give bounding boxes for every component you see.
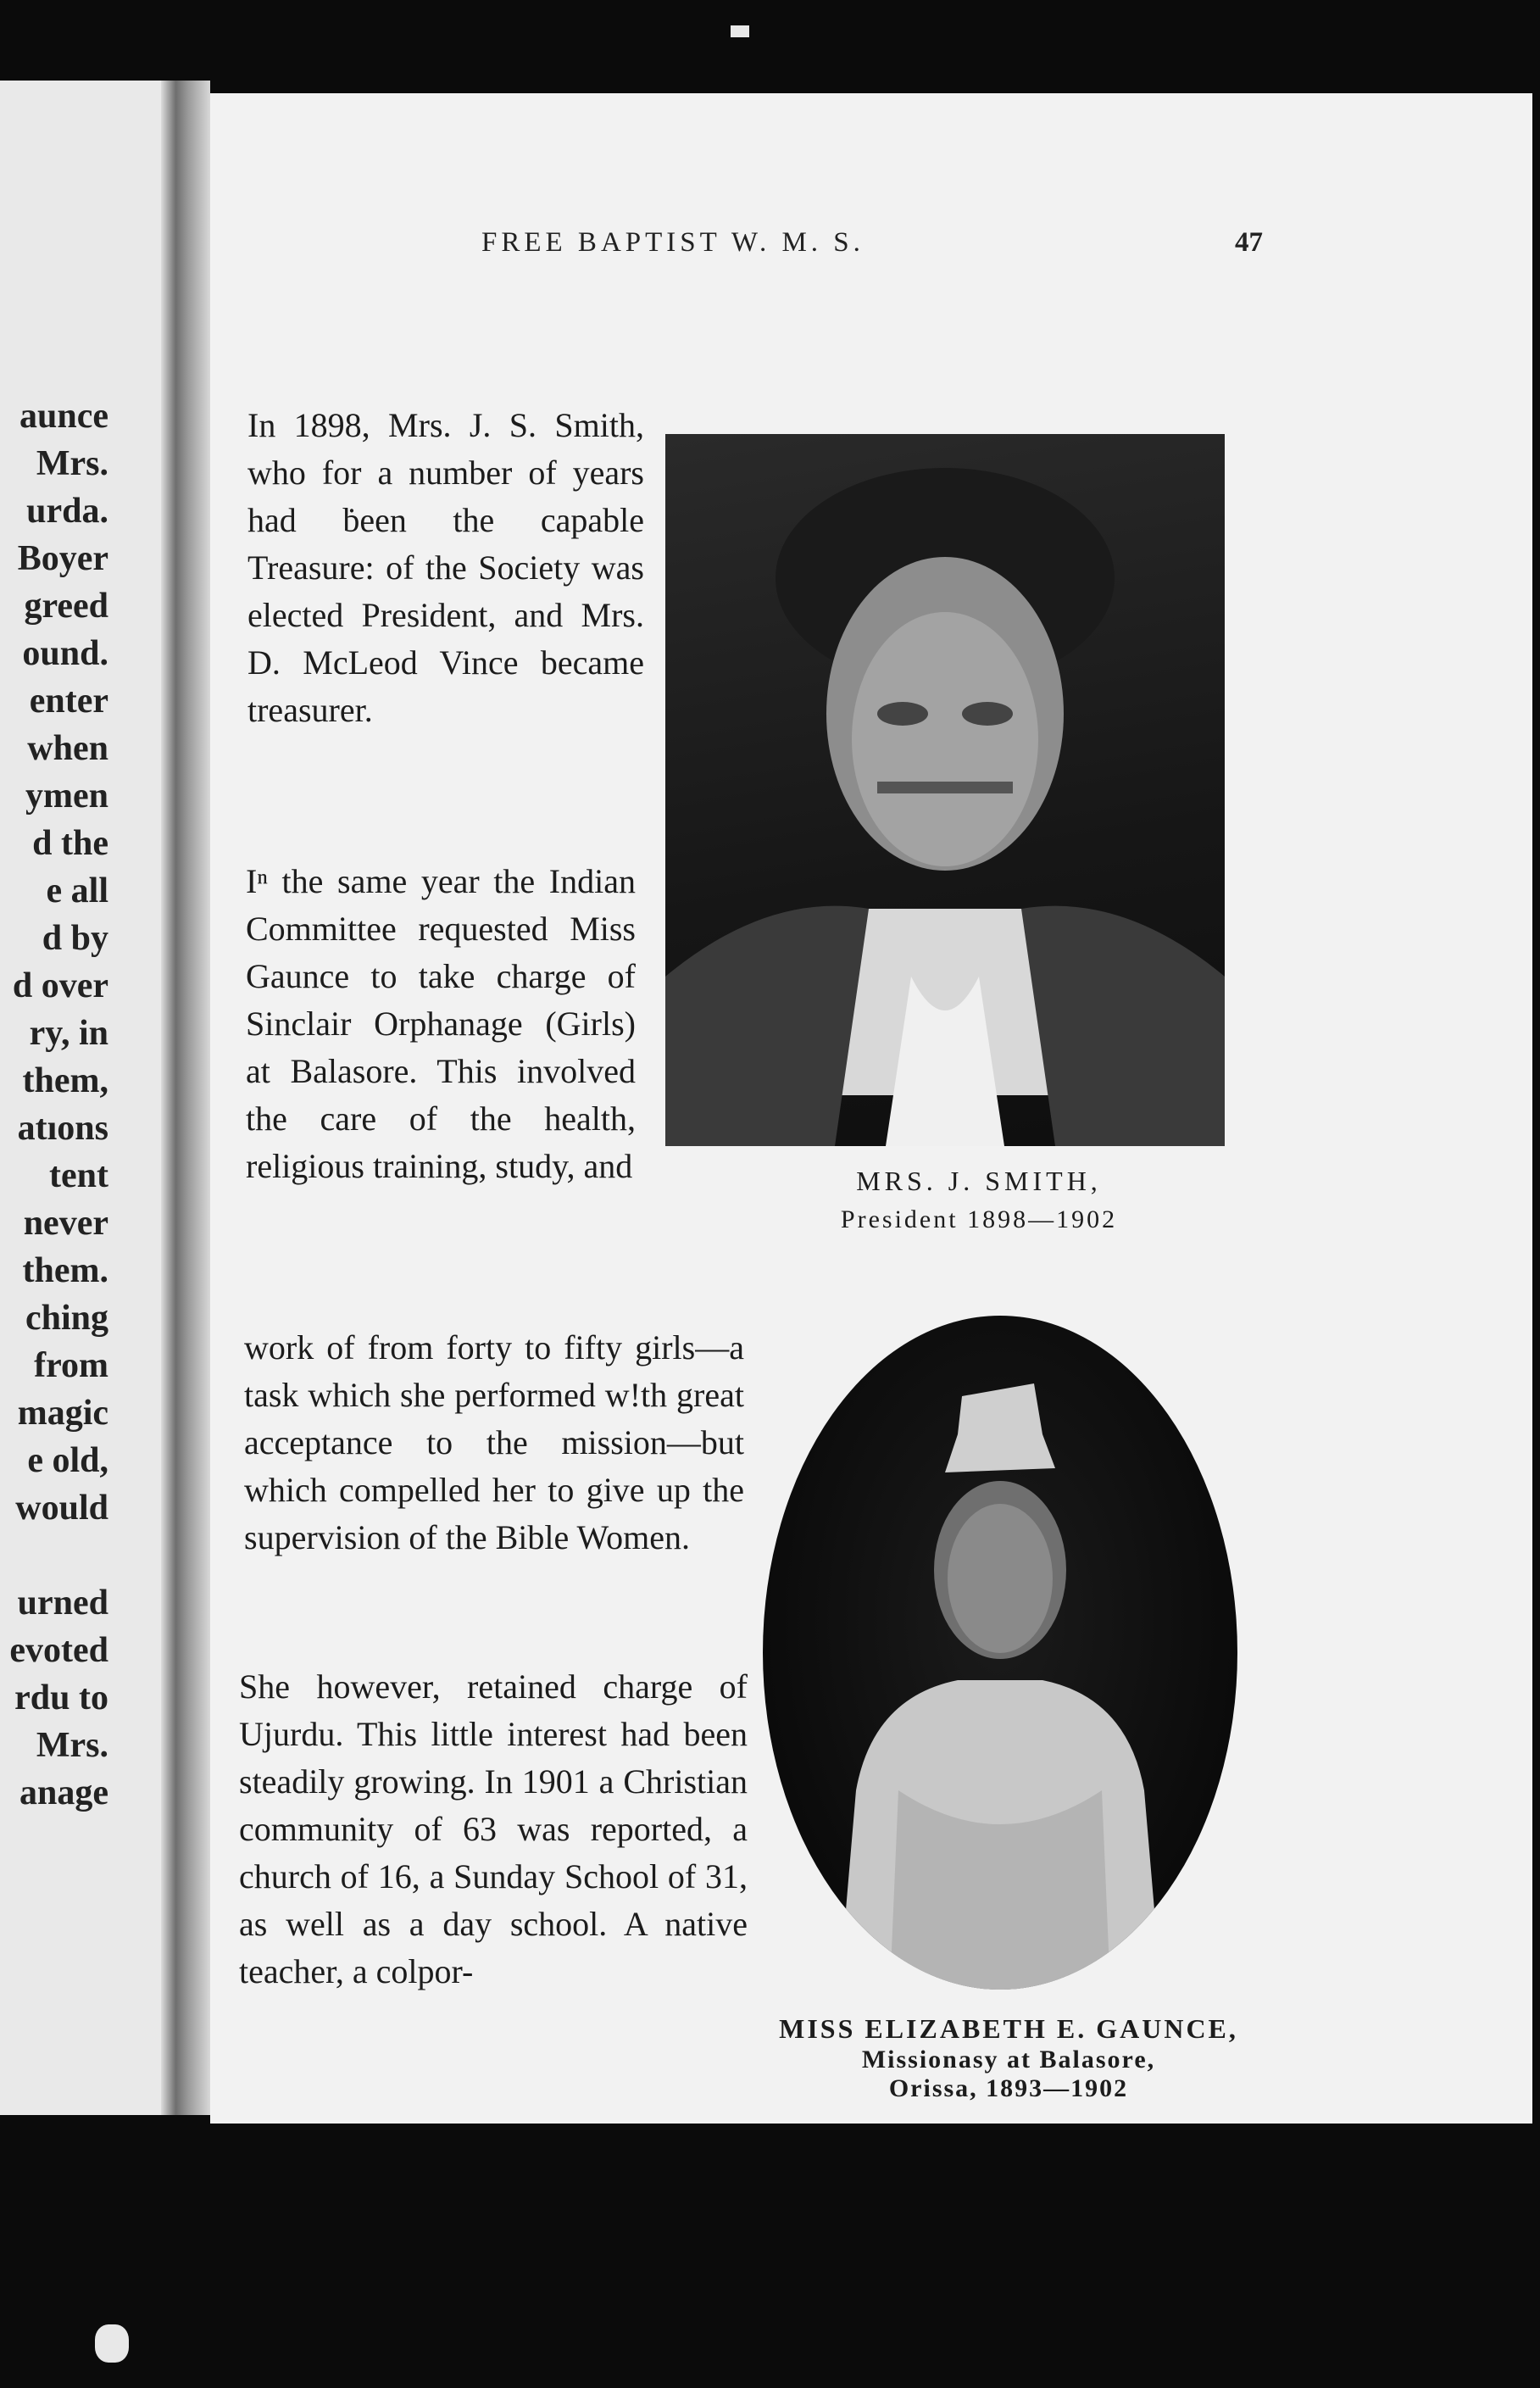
portrait-mrs-smith-drawing: [665, 434, 1225, 1146]
facing-page-line: d over: [12, 966, 108, 1005]
facing-page-line: enter: [29, 682, 108, 721]
facing-page-line: never: [23, 1204, 108, 1243]
facing-page-line: them.: [22, 1251, 108, 1290]
caption-smith-name: MRS. J. SMITH,: [856, 1166, 1102, 1196]
facing-page-line: evoted: [9, 1631, 108, 1670]
facing-page-line: aunce: [19, 397, 108, 436]
facing-page-line: greed: [24, 587, 108, 626]
paragraph-3: She however, retained charge of Ujurdu. This little interest had been steadily growing. In 1901 a Christian community of 63 was reported, a church of 16, a Sunday School of 31, as well as a day school. A native teacher, a colpor-: [239, 1667, 748, 1990]
portrait-miss-gaunce-drawing: [763, 1316, 1237, 1990]
facing-page-line: e all: [46, 871, 108, 910]
page-number: 47: [1235, 227, 1263, 258]
facing-page: [0, 81, 161, 2115]
facing-page-line: from: [34, 1346, 108, 1385]
facing-page-line: Mrs.: [36, 1726, 108, 1765]
running-title: FREE BAPTIST W. M. S.: [481, 227, 865, 258]
book-gutter: [161, 81, 210, 2115]
paragraph-2-wide: work of from forty to fifty girls—a task which she performed w!th great acceptance to the mission—but which compelled her to give up the supervision of the Bible Women.: [244, 1328, 744, 1556]
scan-speck: [95, 2324, 129, 2363]
facing-page-line: Boyer: [17, 539, 108, 578]
facing-page-line: e old,: [27, 1441, 108, 1480]
facing-page-line: tent: [49, 1156, 108, 1195]
facing-page-line: urned: [17, 1584, 108, 1623]
facing-page-line: magic: [17, 1394, 108, 1433]
portrait-miss-gaunce: [763, 1316, 1237, 1990]
scan-speck: [731, 25, 749, 37]
running-header: [297, 227, 1263, 270]
facing-page-line: d the: [32, 824, 108, 863]
caption-smith-role: President 1898—1902: [840, 1205, 1118, 1233]
facing-page-line: ry, in: [29, 1014, 108, 1053]
caption-gaunce-name: MISS ELIZABETH E. GAUNCE,: [779, 2013, 1238, 2044]
caption-gaunce-role-line1: Missionasy at Balasore,: [861, 2046, 1156, 2073]
facing-page-line: ymen: [25, 777, 108, 815]
facing-page-line: atıons: [17, 1109, 108, 1148]
paragraph-2-column: Iⁿ the same year the Indian Committee requested Miss Gaunce to take charge of Sinclair Orphanage (Girls) at Balasore. This involved the care of the health, religious training, study, and: [246, 862, 636, 1185]
facing-page-line: d by: [42, 919, 108, 958]
facing-page-line: them,: [22, 1061, 108, 1100]
facing-page-line: Mrs.: [36, 444, 108, 483]
facing-page-line: ching: [25, 1299, 108, 1338]
facing-page-line: ound.: [22, 634, 108, 673]
portrait-mrs-smith: [665, 434, 1225, 1146]
paragraph-1: In 1898, Mrs. J. S. Smith, who for a number of years had ḃeen the capable Treasure: of the Society was elected President, and Mrs. D. McLeod Vince became treasurer.: [247, 406, 644, 729]
facing-page-line: urda.: [26, 492, 108, 531]
facing-page-line: when: [27, 729, 108, 768]
facing-page-line: would: [15, 1489, 108, 1528]
facing-page-line: rdu to: [14, 1678, 108, 1717]
facing-page-line: anage: [19, 1773, 108, 1812]
caption-gaunce-role-line2: Orissa, 1893—1902: [888, 2074, 1129, 2102]
